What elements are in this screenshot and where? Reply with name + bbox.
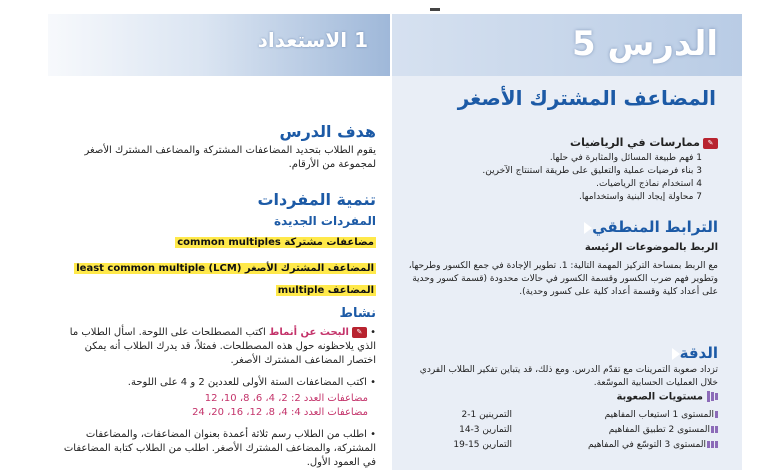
level-range-1: التمرينين 1-2 (461, 410, 512, 420)
rigor-heading: الدقة (666, 344, 718, 362)
levels-heading: مستويات الصعوبة (616, 391, 718, 403)
vocab-item-multiple: المضاعف multiple (277, 285, 374, 296)
vocab-item-lcm: المضاعف المشترك الأصغر (LCM) least common multiple (76, 263, 374, 274)
section-marker-icon (672, 348, 680, 360)
activity-tag-icon: ✎ (352, 327, 367, 338)
level-row-1: المستوى 1 استيعاب المفاهيم (605, 410, 718, 420)
coherence-subheading: الربط بالموضوعات الرئيسة (584, 242, 718, 253)
rigor-text: تزداد صعوبة التمرينات مع تقدّم الدرس. ومع ذلك، قد يتباين تفكير الطلاب الفردي خلال العمليات الحسابية الموسّعة. (419, 365, 718, 388)
practices-tag-icon: ✎ (703, 138, 718, 149)
vocab-item-common-multiples: مضاعفات مشتركة common multiples (177, 237, 374, 248)
level-range-2: التمارين 3-14 (459, 425, 512, 435)
practices-item: 3 بناء فرضيات عملية والتعليق على طريقة استنتاج الآخرين. (482, 166, 702, 176)
prep-banner (48, 14, 390, 76)
multiples-of-4: مضاعفات العدد 4: 4، 8، 12، 16، 20، 24 (192, 407, 368, 418)
coherence-heading: الترابط المنطقي (578, 218, 718, 236)
activity-patterns: • ✎البحث عن أنماط اكتب المصطلحات على اللوحة. اسأل الطلاب ما الذي يلاحظونه حول هذه المصطلحات. فمثلاً، قد يدرك الطلاب أنه يمكن اختصار المضاعف المشترك الأصغر. (69, 327, 376, 366)
patterns-text: اكتب المصطلحات على اللوحة. اسأل الطلاب ما الذي يلاحظونه حول هذه المصطلحات. فمثلاً، قد يدرك الطلاب أنه يمكن اختصار المضاعف المشترك الأصغر. (69, 327, 376, 366)
patterns-label: البحث عن أنماط (269, 327, 349, 338)
objective-text: يقوم الطلاب بتحديد المضاعفات المشتركة والمضاعف المشترك الأصغر لمجموعة من الأرقام. (84, 145, 376, 170)
lesson-number: الدرس 5 (571, 24, 718, 64)
multiples-of-2: مضاعفات العدد 2: 2، 4، 6، 8، 10، 12 (204, 393, 368, 404)
section-marker-icon (584, 222, 592, 234)
vocab-heading: تنمية المفردات (257, 190, 376, 209)
practices-item: 4 استخدام نماذج الرياضيات. (596, 179, 702, 189)
multiples-text: اكتب المضاعفات الستة الأولى للعددين 2 و 4 على اللوحة. (127, 377, 367, 388)
coherence-text: مع الربط بمساحة التركيز المهمة التالية: 1. تطوير الإجادة في جمع الكسور وطرحها، وتطوير فهم ضرب الكسور وقسمة الكسور في حالات محدودة (قسمة كسور وحدية على أعداد كلية وقسمة أعداد كلية على كسور وحدية). (408, 261, 718, 297)
prep-column (48, 14, 390, 470)
level-row-3: المستوى 3 التوسّع في المفاهيم (588, 440, 718, 450)
activity-table: • اطلب من الطلاب رسم ثلاثة أعمدة بعنوان المضاعفات، والمضاعفات المشتركة، والمضاعف المشترك الأصغر. اطلب من الطلاب كتابة المضاعفات في العمود الأول. (63, 429, 376, 468)
table-text: اطلب من الطلاب رسم ثلاثة أعمدة بعنوان المضاعفات، والمضاعفات المشتركة، والمضاعف المشترك الأصغر. اطلب من الطلاب كتابة المضاعفات في العمود الأول. (63, 429, 376, 468)
lesson-banner (392, 14, 742, 76)
vocab-subheading: المفردات الجديدة (274, 214, 376, 228)
objective-heading: هدف الدرس (279, 122, 376, 141)
practices-item: 7 محاولة إيجاد البنية واستخدامها. (579, 192, 702, 202)
prep-title: 1 الاستعداد (257, 28, 368, 52)
lesson-column (392, 14, 742, 470)
lesson-title: المضاعف المشترك الأصغر (457, 86, 716, 110)
level-row-2: المستوى 2 تطبيق المفاهيم (609, 425, 718, 435)
practices-item: 1 فهم طبيعة المسائل والمثابرة في حلها. (549, 153, 702, 163)
activity-multiples: • اكتب المضاعفات الستة الأولى للعددين 2 و 4 على اللوحة. (127, 377, 376, 388)
activity-heading: نشاط (339, 306, 376, 321)
practices-heading: ✎ممارسات في الرياضيات (570, 136, 718, 149)
level-range-3: التمارين 15-19 (453, 440, 512, 450)
page-mark (430, 8, 440, 11)
